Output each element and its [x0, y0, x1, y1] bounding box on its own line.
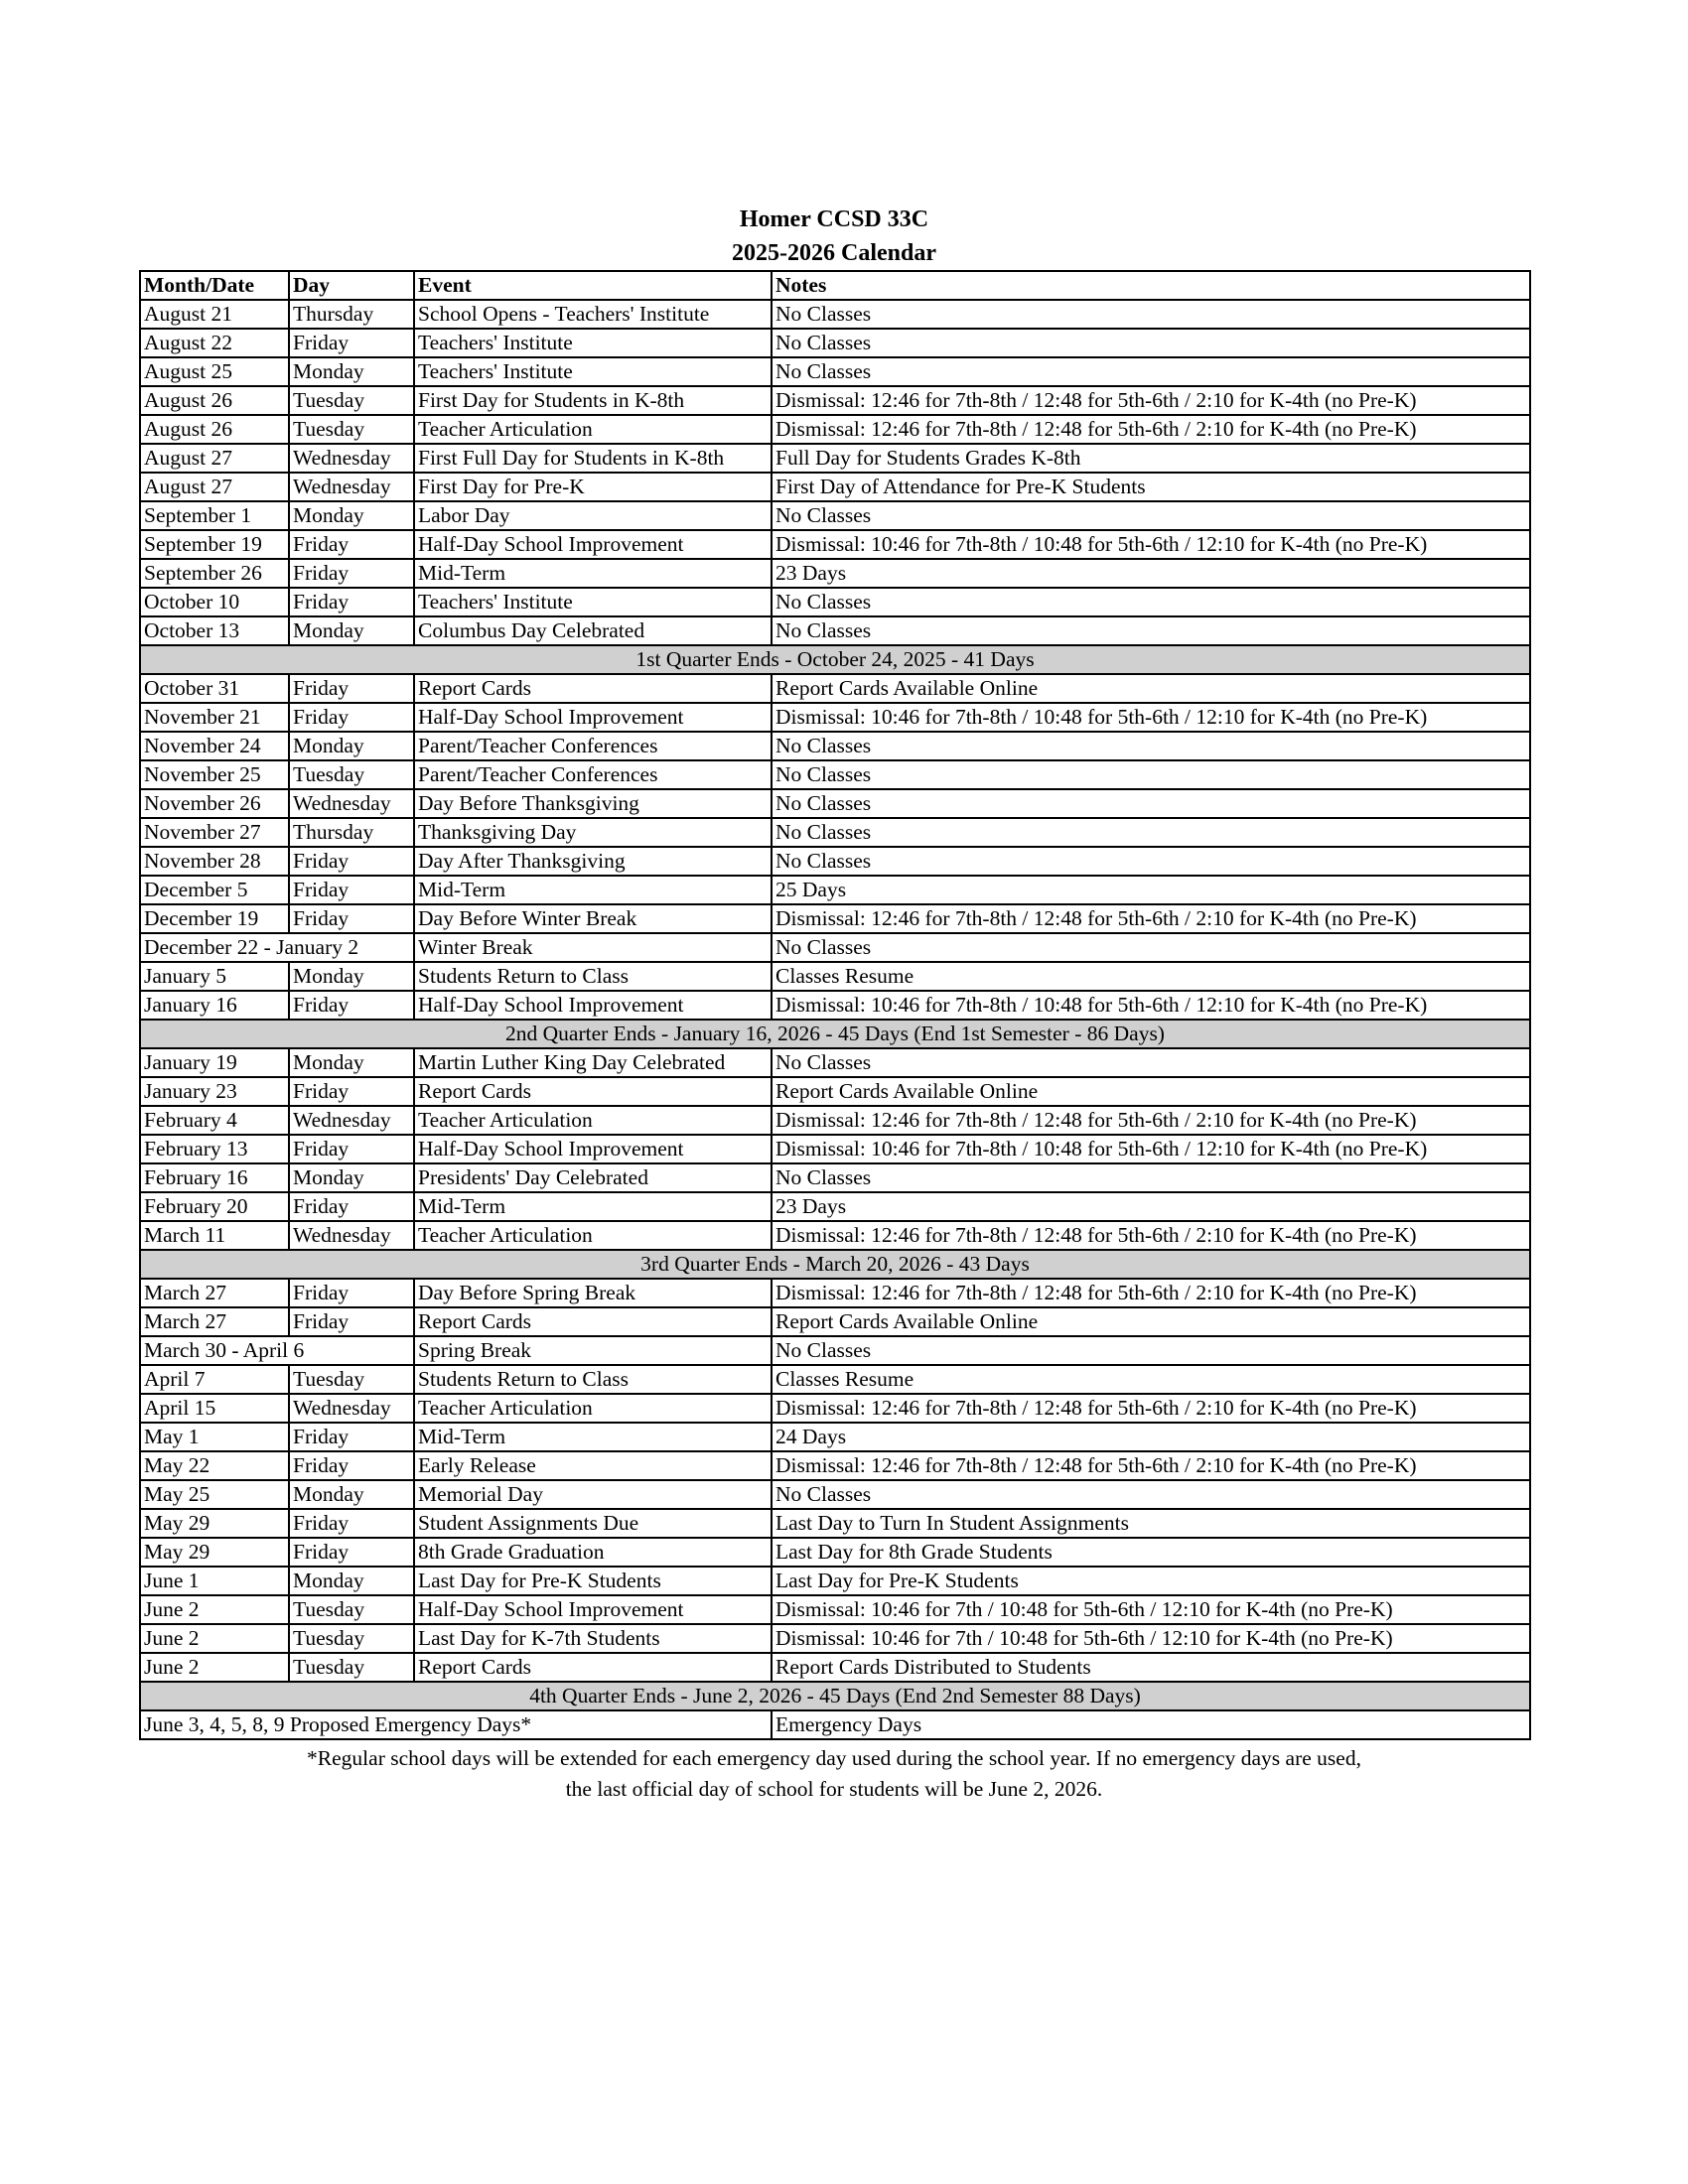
date-cell: May 22: [140, 1451, 289, 1480]
date-cell: August 21: [140, 300, 289, 329]
day-cell: Monday: [289, 501, 414, 530]
notes-cell: Dismissal: 10:46 for 7th-8th / 10:48 for 5th-6th / 12:10 for K-4th (no Pre-K): [772, 530, 1530, 559]
table-row: [140, 1106, 1530, 1135]
quarter-end-row: [140, 645, 1530, 674]
event-cell: Students Return to Class: [414, 1365, 772, 1394]
notes-cell: No Classes: [772, 732, 1530, 760]
event-cell: First Day for Students in K-8th: [414, 386, 772, 415]
date-cell: February 20: [140, 1192, 289, 1221]
quarter-end-row: [140, 1250, 1530, 1279]
notes-cell: Dismissal: 12:46 for 7th-8th / 12:48 for 5th-6th / 2:10 for K-4th (no Pre-K): [772, 1106, 1530, 1135]
date-cell: September 1: [140, 501, 289, 530]
event-cell: Thanksgiving Day: [414, 818, 772, 847]
table-row: [140, 732, 1530, 760]
day-cell: Friday: [289, 530, 414, 559]
table-row: [140, 386, 1530, 415]
day-cell: Wednesday: [289, 444, 414, 473]
day-cell: Monday: [289, 1480, 414, 1509]
date-cell: February 13: [140, 1135, 289, 1163]
quarter-end-text: 1st Quarter Ends - October 24, 2025 - 41 Days: [140, 645, 1530, 674]
day-cell: Tuesday: [289, 1595, 414, 1624]
date-range-cell: December 22 - January 2: [140, 933, 414, 962]
quarter-end-text: 4th Quarter Ends - June 2, 2026 - 45 Days (End 2nd Semester 88 Days): [140, 1682, 1530, 1710]
date-cell: August 22: [140, 329, 289, 357]
event-cell: Last Day for K-7th Students: [414, 1624, 772, 1653]
event-cell: Early Release: [414, 1451, 772, 1480]
quarter-end-text: 2nd Quarter Ends - January 16, 2026 - 45 Days (End 1st Semester - 86 Days): [140, 1020, 1530, 1048]
table-row: [140, 703, 1530, 732]
event-cell: 8th Grade Graduation: [414, 1538, 772, 1567]
table-row: [140, 357, 1530, 386]
notes-cell: Dismissal: 12:46 for 7th-8th / 12:48 for 5th-6th / 2:10 for K-4th (no Pre-K): [772, 386, 1530, 415]
event-cell: Day Before Winter Break: [414, 904, 772, 933]
date-cell: May 29: [140, 1538, 289, 1567]
table-row: [140, 962, 1530, 991]
event-cell: Columbus Day Celebrated: [414, 616, 772, 645]
break-row: [140, 933, 1530, 962]
day-cell: Friday: [289, 1509, 414, 1538]
day-cell: Thursday: [289, 300, 414, 329]
event-cell: Teachers' Institute: [414, 588, 772, 616]
date-cell: November 27: [140, 818, 289, 847]
notes-cell: Classes Resume: [772, 962, 1530, 991]
date-cell: May 1: [140, 1423, 289, 1451]
date-cell: October 13: [140, 616, 289, 645]
date-cell: June 2: [140, 1624, 289, 1653]
date-cell: June 1: [140, 1567, 289, 1595]
notes-cell: Last Day for Pre-K Students: [772, 1567, 1530, 1595]
date-cell: February 16: [140, 1163, 289, 1192]
day-cell: Friday: [289, 559, 414, 588]
document-title: Homer CCSD 33C: [739, 206, 929, 232]
notes-cell: No Classes: [772, 588, 1530, 616]
day-cell: Monday: [289, 357, 414, 386]
event-cell: Half-Day School Improvement: [414, 1595, 772, 1624]
event-cell: Mid-Term: [414, 876, 772, 904]
table-row: [140, 1595, 1530, 1624]
footnote: [139, 1743, 1529, 1805]
notes-cell: Full Day for Students Grades K-8th: [772, 444, 1530, 473]
event-cell: Teachers' Institute: [414, 329, 772, 357]
table-header-row: [140, 271, 1530, 300]
notes-cell: No Classes: [772, 818, 1530, 847]
notes-cell: Dismissal: 12:46 for 7th-8th / 12:48 for 5th-6th / 2:10 for K-4th (no Pre-K): [772, 1394, 1530, 1423]
notes-cell: Dismissal: 12:46 for 7th-8th / 12:48 for 5th-6th / 2:10 for K-4th (no Pre-K): [772, 904, 1530, 933]
event-cell: Report Cards: [414, 1307, 772, 1336]
notes-cell: Dismissal: 10:46 for 7th-8th / 10:48 for 5th-6th / 12:10 for K-4th (no Pre-K): [772, 703, 1530, 732]
quarter-end-text: 3rd Quarter Ends - March 20, 2026 - 43 Days: [140, 1250, 1530, 1279]
event-cell: Martin Luther King Day Celebrated: [414, 1048, 772, 1077]
table-row: [140, 444, 1530, 473]
calendar-table-body: [140, 300, 1530, 1739]
footnote-line-1: *Regular school days will be extended for each emergency day used during the school year. If no emergency days are used,: [307, 1746, 1361, 1770]
table-row: [140, 991, 1530, 1020]
table-row: [140, 1509, 1530, 1538]
day-cell: Thursday: [289, 818, 414, 847]
table-row: [140, 501, 1530, 530]
table-row: [140, 415, 1530, 444]
table-row: [140, 1451, 1530, 1480]
date-cell: April 7: [140, 1365, 289, 1394]
date-cell: August 26: [140, 415, 289, 444]
emergency-days-cell: June 3, 4, 5, 8, 9 Proposed Emergency Days*: [140, 1710, 772, 1739]
date-cell: August 26: [140, 386, 289, 415]
date-cell: February 4: [140, 1106, 289, 1135]
event-cell: Mid-Term: [414, 1423, 772, 1451]
table-row: [140, 818, 1530, 847]
event-cell: Memorial Day: [414, 1480, 772, 1509]
column-header-month-date: Month/Date: [140, 271, 289, 300]
date-cell: November 21: [140, 703, 289, 732]
event-cell: Day After Thanksgiving: [414, 847, 772, 876]
notes-cell: No Classes: [772, 300, 1530, 329]
notes-cell: Last Day to Turn In Student Assignments: [772, 1509, 1530, 1538]
event-cell: Teachers' Institute: [414, 357, 772, 386]
notes-cell: No Classes: [772, 760, 1530, 789]
event-cell: Student Assignments Due: [414, 1509, 772, 1538]
notes-cell: Classes Resume: [772, 1365, 1530, 1394]
day-cell: Wednesday: [289, 1106, 414, 1135]
table-row: [140, 1163, 1530, 1192]
day-cell: Tuesday: [289, 1365, 414, 1394]
day-cell: Monday: [289, 962, 414, 991]
table-row: [140, 1365, 1530, 1394]
day-cell: Friday: [289, 1077, 414, 1106]
event-cell: Half-Day School Improvement: [414, 703, 772, 732]
notes-cell: Dismissal: 10:46 for 7th / 10:48 for 5th-6th / 12:10 for K-4th (no Pre-K): [772, 1624, 1530, 1653]
table-row: [140, 329, 1530, 357]
day-cell: Friday: [289, 1423, 414, 1451]
calendar-page: [139, 203, 1529, 1805]
day-cell: Tuesday: [289, 760, 414, 789]
table-row: [140, 1480, 1530, 1509]
event-cell: Teacher Articulation: [414, 1221, 772, 1250]
date-cell: June 2: [140, 1653, 289, 1682]
day-cell: Friday: [289, 847, 414, 876]
notes-cell: No Classes: [772, 789, 1530, 818]
event-cell: Last Day for Pre-K Students: [414, 1567, 772, 1595]
day-cell: Friday: [289, 1135, 414, 1163]
day-cell: Friday: [289, 588, 414, 616]
event-cell: Presidents' Day Celebrated: [414, 1163, 772, 1192]
notes-cell: Report Cards Available Online: [772, 674, 1530, 703]
notes-cell: Dismissal: 12:46 for 7th-8th / 12:48 for 5th-6th / 2:10 for K-4th (no Pre-K): [772, 1221, 1530, 1250]
day-cell: Friday: [289, 1307, 414, 1336]
day-cell: Friday: [289, 674, 414, 703]
date-cell: May 25: [140, 1480, 289, 1509]
date-cell: October 31: [140, 674, 289, 703]
quarter-end-row: [140, 1020, 1530, 1048]
day-cell: Wednesday: [289, 1394, 414, 1423]
day-cell: Friday: [289, 876, 414, 904]
day-cell: Wednesday: [289, 1221, 414, 1250]
day-cell: Wednesday: [289, 473, 414, 501]
date-cell: January 19: [140, 1048, 289, 1077]
day-cell: Monday: [289, 732, 414, 760]
notes-cell: 25 Days: [772, 876, 1530, 904]
table-row: [140, 473, 1530, 501]
day-cell: Friday: [289, 1279, 414, 1307]
day-cell: Monday: [289, 1567, 414, 1595]
date-cell: March 27: [140, 1279, 289, 1307]
notes-cell: No Classes: [772, 1480, 1530, 1509]
footnote-line-2: the last official day of school for students will be June 2, 2026.: [565, 1777, 1103, 1801]
day-cell: Friday: [289, 1451, 414, 1480]
event-cell: Spring Break: [414, 1336, 772, 1365]
day-cell: Friday: [289, 703, 414, 732]
emergency-days-row: [140, 1710, 1530, 1739]
event-cell: Report Cards: [414, 1653, 772, 1682]
event-cell: Day Before Spring Break: [414, 1279, 772, 1307]
notes-cell: Dismissal: 12:46 for 7th-8th / 12:48 for 5th-6th / 2:10 for K-4th (no Pre-K): [772, 415, 1530, 444]
table-row: [140, 588, 1530, 616]
date-cell: September 26: [140, 559, 289, 588]
quarter-end-row: [140, 1682, 1530, 1710]
event-cell: Report Cards: [414, 1077, 772, 1106]
date-cell: March 11: [140, 1221, 289, 1250]
table-row: [140, 674, 1530, 703]
day-cell: Monday: [289, 1048, 414, 1077]
column-header-day: Day: [289, 271, 414, 300]
notes-cell: No Classes: [772, 501, 1530, 530]
calendar-table: [139, 270, 1531, 1740]
table-row: [140, 1048, 1530, 1077]
event-cell: First Day for Pre-K: [414, 473, 772, 501]
notes-cell: Report Cards Distributed to Students: [772, 1653, 1530, 1682]
table-row: [140, 1279, 1530, 1307]
notes-cell: First Day of Attendance for Pre-K Students: [772, 473, 1530, 501]
date-cell: December 5: [140, 876, 289, 904]
table-row: [140, 530, 1530, 559]
table-row: [140, 1077, 1530, 1106]
day-cell: Friday: [289, 991, 414, 1020]
notes-cell: Dismissal: 12:46 for 7th-8th / 12:48 for 5th-6th / 2:10 for K-4th (no Pre-K): [772, 1279, 1530, 1307]
notes-cell: Dismissal: 10:46 for 7th-8th / 10:48 for 5th-6th / 12:10 for K-4th (no Pre-K): [772, 1135, 1530, 1163]
table-row: [140, 1221, 1530, 1250]
date-cell: January 23: [140, 1077, 289, 1106]
notes-cell: Report Cards Available Online: [772, 1307, 1530, 1336]
date-cell: March 27: [140, 1307, 289, 1336]
date-cell: December 19: [140, 904, 289, 933]
date-cell: November 28: [140, 847, 289, 876]
day-cell: Tuesday: [289, 1653, 414, 1682]
notes-cell: Dismissal: 10:46 for 7th / 10:48 for 5th-6th / 12:10 for K-4th (no Pre-K): [772, 1595, 1530, 1624]
table-row: [140, 847, 1530, 876]
table-row: [140, 1307, 1530, 1336]
notes-cell: 24 Days: [772, 1423, 1530, 1451]
table-row: [140, 760, 1530, 789]
event-cell: Winter Break: [414, 933, 772, 962]
event-cell: Parent/Teacher Conferences: [414, 732, 772, 760]
day-cell: Friday: [289, 904, 414, 933]
event-cell: Teacher Articulation: [414, 415, 772, 444]
day-cell: Friday: [289, 1192, 414, 1221]
date-cell: June 2: [140, 1595, 289, 1624]
day-cell: Tuesday: [289, 1624, 414, 1653]
table-row: [140, 1135, 1530, 1163]
day-cell: Tuesday: [289, 386, 414, 415]
day-cell: Monday: [289, 616, 414, 645]
notes-cell: No Classes: [772, 1163, 1530, 1192]
event-cell: Teacher Articulation: [414, 1394, 772, 1423]
notes-cell: Dismissal: 12:46 for 7th-8th / 12:48 for 5th-6th / 2:10 for K-4th (no Pre-K): [772, 1451, 1530, 1480]
date-cell: January 16: [140, 991, 289, 1020]
notes-cell: No Classes: [772, 357, 1530, 386]
event-cell: Mid-Term: [414, 559, 772, 588]
table-row: [140, 1192, 1530, 1221]
column-header-event: Event: [414, 271, 772, 300]
table-row: [140, 1653, 1530, 1682]
day-cell: Wednesday: [289, 789, 414, 818]
event-cell: Students Return to Class: [414, 962, 772, 991]
date-cell: November 24: [140, 732, 289, 760]
date-cell: October 10: [140, 588, 289, 616]
date-cell: January 5: [140, 962, 289, 991]
table-row: [140, 789, 1530, 818]
day-cell: Friday: [289, 1538, 414, 1567]
event-cell: Half-Day School Improvement: [414, 530, 772, 559]
document-subtitle: 2025-2026 Calendar: [732, 240, 936, 266]
event-cell: School Opens - Teachers' Institute: [414, 300, 772, 329]
notes-cell: Dismissal: 10:46 for 7th-8th / 10:48 for 5th-6th / 12:10 for K-4th (no Pre-K): [772, 991, 1530, 1020]
notes-cell: No Classes: [772, 616, 1530, 645]
event-cell: Half-Day School Improvement: [414, 991, 772, 1020]
date-cell: August 27: [140, 444, 289, 473]
table-row: [140, 1624, 1530, 1653]
notes-cell: Last Day for 8th Grade Students: [772, 1538, 1530, 1567]
notes-cell: 23 Days: [772, 1192, 1530, 1221]
notes-cell: Report Cards Available Online: [772, 1077, 1530, 1106]
date-range-cell: March 30 - April 6: [140, 1336, 414, 1365]
table-row: [140, 1423, 1530, 1451]
notes-cell: No Classes: [772, 1336, 1530, 1365]
table-row: [140, 1394, 1530, 1423]
table-row: [140, 559, 1530, 588]
date-cell: August 27: [140, 473, 289, 501]
event-cell: First Full Day for Students in K-8th: [414, 444, 772, 473]
table-row: [140, 616, 1530, 645]
table-row: [140, 904, 1530, 933]
day-cell: Tuesday: [289, 415, 414, 444]
day-cell: Friday: [289, 329, 414, 357]
column-header-notes: Notes: [772, 271, 1530, 300]
event-cell: Parent/Teacher Conferences: [414, 760, 772, 789]
event-cell: Report Cards: [414, 674, 772, 703]
event-cell: Mid-Term: [414, 1192, 772, 1221]
notes-cell: No Classes: [772, 847, 1530, 876]
table-row: [140, 1538, 1530, 1567]
event-cell: Day Before Thanksgiving: [414, 789, 772, 818]
date-cell: April 15: [140, 1394, 289, 1423]
break-row: [140, 1336, 1530, 1365]
table-row: [140, 300, 1530, 329]
notes-cell: No Classes: [772, 1048, 1530, 1077]
notes-cell: No Classes: [772, 329, 1530, 357]
table-row: [140, 1567, 1530, 1595]
event-cell: Teacher Articulation: [414, 1106, 772, 1135]
day-cell: Monday: [289, 1163, 414, 1192]
notes-cell: Emergency Days: [772, 1710, 1530, 1739]
notes-cell: 23 Days: [772, 559, 1530, 588]
date-cell: August 25: [140, 357, 289, 386]
event-cell: Half-Day School Improvement: [414, 1135, 772, 1163]
date-cell: November 26: [140, 789, 289, 818]
date-cell: November 25: [140, 760, 289, 789]
date-cell: September 19: [140, 530, 289, 559]
event-cell: Labor Day: [414, 501, 772, 530]
notes-cell: No Classes: [772, 933, 1530, 962]
date-cell: May 29: [140, 1509, 289, 1538]
table-row: [140, 876, 1530, 904]
